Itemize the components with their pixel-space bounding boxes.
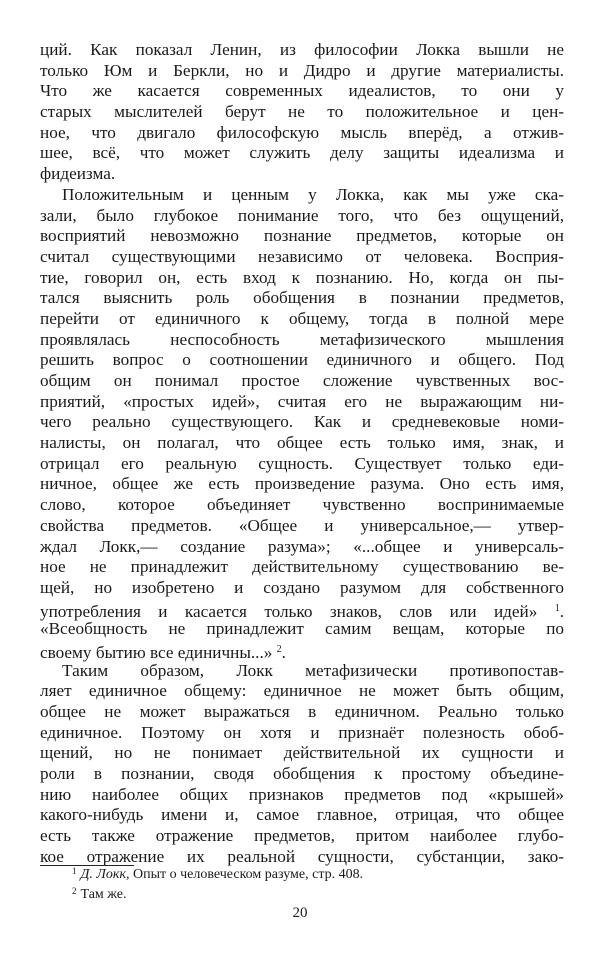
text-line: кое отражение их реальной сущности, субстанции, зако- (40, 846, 564, 866)
text-line: общее не может выражаться в единичном. Реально только (40, 702, 564, 721)
punctuation: . (281, 642, 286, 662)
text-line: нию наиболее общих признаков предметов под «крышей» (40, 784, 564, 804)
text-line: восприятий невозможно познание предметов, которые он (40, 226, 564, 246)
text-line: щений, но не понимает действительной их сущности и (40, 743, 564, 763)
text-line: есть также отражение предметов, притом наиболее глубо- (40, 826, 564, 846)
footnote-2 (72, 883, 363, 903)
text-line: шее, всё, что может служить делу защиты идеализма и (40, 143, 564, 163)
text-line: старых мыслителей берут не то положительное и цен- (40, 102, 564, 122)
footnote-1 (72, 863, 363, 883)
text-line: слово, которое объединяет чувственно воспринимаемые (40, 495, 564, 515)
footnote-text: Там же. (80, 887, 127, 902)
text-line: ций. Как показал Ленин, из философии Локка вышли не (40, 40, 564, 59)
text-line: только Юм и Беркли, но и Дидро и другие материалисты. (40, 60, 564, 80)
text-line: общим он понимал простое сложение чувственных вос- (40, 371, 564, 390)
text-line: ное не принадлежит действительному существованию ве- (40, 557, 564, 577)
text-line: ляет единичное общему: единичное не может быть общим, (40, 681, 564, 701)
text-line: зали, было глубокое понимание того, что без ощущений, (40, 205, 564, 225)
text-line: ное, что двигало философскую мысль вперёд, а отжив- (40, 122, 564, 142)
text-line: какого-нибудь имени и, самое главное, отрицая, что общее (40, 805, 564, 825)
text-line: приятий, «простых идей», считая его не выражающим ни- (40, 391, 564, 411)
text-line: ничное, общее же есть произведение разума. Оно есть имя, (40, 474, 564, 494)
page-body (40, 40, 564, 868)
text-line-with-ref (40, 599, 564, 620)
text-line: проявлялась неспособность метафизического мышления (40, 329, 564, 349)
text-line: тался выяснить роль обобщения в познании предметов, (40, 288, 564, 308)
footnote-ref-2[interactable]: 2 (276, 643, 282, 655)
text-line: решить вопрос о соотношении единичного и общего. Под (40, 350, 564, 370)
text-line: тие, говорил он, есть вход к познанию. Но, когда он пы- (40, 267, 564, 287)
page-number: 20 (292, 905, 308, 921)
text-line: налисты, он полагал, что общее есть только имя, знак, и (40, 433, 564, 453)
text-line: фидеизма. (40, 164, 116, 184)
text-line: Что же касается современных идеалистов, то они у (40, 81, 564, 101)
footnote-number: 1 (72, 866, 77, 876)
punctuation: . (559, 601, 565, 621)
text-line-with-ref (40, 640, 564, 661)
text-line: свойства предметов. «Общее и универсальное,— утвер- (40, 515, 564, 535)
text-segment: употребления и касается только знаков, слов или идей» (40, 601, 538, 621)
text-line: отрицал его реальную сущность. Существует только еди- (40, 453, 564, 473)
text-line: считал существующими независимо от человека. Восприя- (40, 246, 564, 266)
text-line: чего реально существующего. Как и средневековые номи- (40, 412, 564, 432)
footnote-text: Опыт о человеческом разуме, стр. 408. (133, 867, 364, 882)
text-line: роли в познании, сводя обобщения к простому объедине- (40, 764, 564, 784)
text-line: «Всеобщность не принадлежит самим вещам, которые по (40, 619, 564, 639)
footnote-ref-1[interactable]: 1 (554, 602, 560, 614)
text-segment: своему бытию все единичны...» (40, 642, 273, 662)
footnote-number: 2 (72, 886, 77, 896)
text-line: щей, но изобретено и создано разумом для собственного (40, 577, 564, 597)
footnotes (72, 863, 363, 903)
paragraph-start-line: Положительным и ценным у Локка, как мы уже ска- (62, 184, 564, 204)
text-line: единичное. Поэтому он хотя и признаёт полезность обоб- (40, 722, 564, 742)
text-line: ждал Локк,— создание разума»; «...общее и универсаль- (40, 536, 564, 556)
paragraph-start-line: Таким образом, Локк метафизически противопостав- (62, 660, 564, 680)
footnote-author: Д. Локк, (80, 867, 130, 882)
text-line: перейти от единичного к общему, тогда в полной мере (40, 308, 564, 328)
